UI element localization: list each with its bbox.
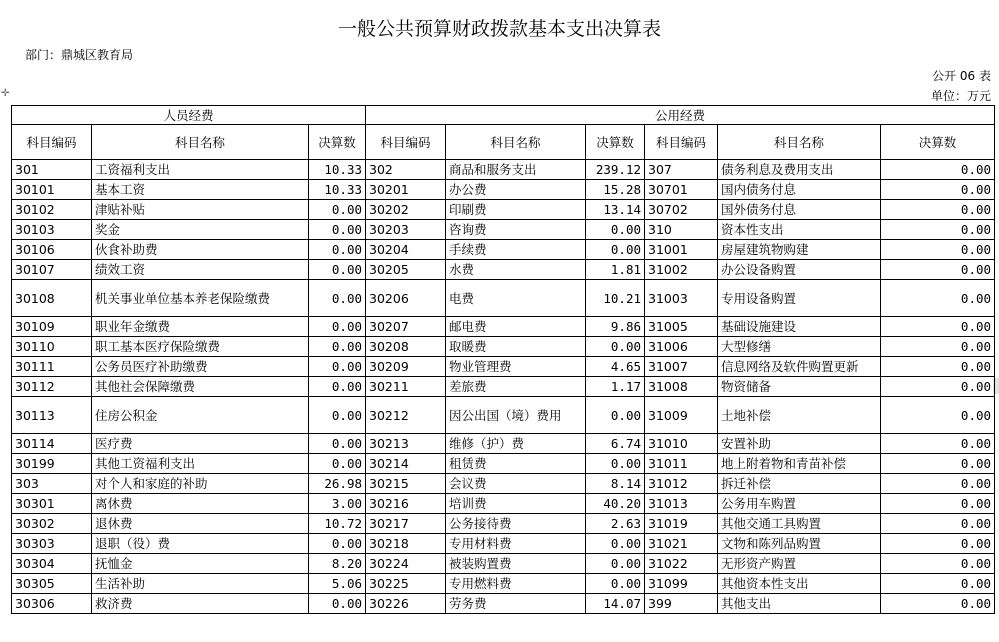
- amount-cell: 4.65: [586, 357, 645, 377]
- name-cell: 国内债务付息: [718, 180, 881, 200]
- name-cell: 咨询费: [446, 220, 586, 240]
- table-row: [12, 594, 995, 614]
- code-cell: 30226: [366, 594, 446, 614]
- amount-cell: 2.63: [586, 514, 645, 534]
- table-row: [12, 337, 995, 357]
- code-cell: 30202: [366, 200, 446, 220]
- name-cell: 离休费: [92, 494, 309, 514]
- code-cell: 303: [12, 474, 92, 494]
- amount-cell: 14.07: [586, 594, 645, 614]
- code-cell: 31010: [645, 434, 718, 454]
- name-cell: 拆迁补偿: [718, 474, 881, 494]
- amount-cell: 0.00: [309, 534, 366, 554]
- code-cell: 31012: [645, 474, 718, 494]
- name-cell: 住房公积金: [92, 397, 309, 434]
- amount-cell: 0.00: [309, 434, 366, 454]
- amount-cell: 3.00: [309, 494, 366, 514]
- name-cell: 大型修缮: [718, 337, 881, 357]
- name-cell: 劳务费: [446, 594, 586, 614]
- code-cell: 301: [12, 160, 92, 180]
- amount-cell: 0.00: [881, 377, 995, 397]
- department-label: 部门：鼎城区教育局: [25, 48, 134, 62]
- name-cell: 绩效工资: [92, 260, 309, 280]
- name-cell: 信息网络及软件购置更新: [718, 357, 881, 377]
- amount-cell: 13.14: [586, 200, 645, 220]
- code-cell: 30212: [366, 397, 446, 434]
- name-cell: 手续费: [446, 240, 586, 260]
- name-cell: 物业管理费: [446, 357, 586, 377]
- code-cell: 31002: [645, 260, 718, 280]
- code-cell: 30203: [366, 220, 446, 240]
- code-cell: 31022: [645, 554, 718, 574]
- code-cell: 30109: [12, 317, 92, 337]
- code-cell: 30211: [366, 377, 446, 397]
- code-cell: 30101: [12, 180, 92, 200]
- amount-cell: 5.06: [309, 574, 366, 594]
- amount-cell: 0.00: [309, 260, 366, 280]
- code-cell: 31005: [645, 317, 718, 337]
- code-cell: 31013: [645, 494, 718, 514]
- code-cell: 31003: [645, 280, 718, 317]
- code-cell: 30204: [366, 240, 446, 260]
- amount-cell: 40.20: [586, 494, 645, 514]
- code-cell: 30112: [12, 377, 92, 397]
- code-cell: 310: [645, 220, 718, 240]
- code-cell: 30103: [12, 220, 92, 240]
- code-cell: 31021: [645, 534, 718, 554]
- code-cell: 30207: [366, 317, 446, 337]
- table-row: [12, 200, 995, 220]
- name-cell: 租赁费: [446, 454, 586, 474]
- name-cell: 专用材料费: [446, 534, 586, 554]
- amount-cell: 8.20: [309, 554, 366, 574]
- form-number: 公开 06 表: [932, 69, 991, 83]
- code-cell: 30214: [366, 454, 446, 474]
- code-cell: 30201: [366, 180, 446, 200]
- table-row: [12, 554, 995, 574]
- name-cell: 地上附着物和青苗补偿: [718, 454, 881, 474]
- code-cell: 30213: [366, 434, 446, 454]
- code-cell: 30216: [366, 494, 446, 514]
- amount-cell: 0.00: [881, 474, 995, 494]
- group-personnel: 人员经费: [12, 106, 366, 125]
- amount-cell: 26.98: [309, 474, 366, 494]
- name-cell: 会议费: [446, 474, 586, 494]
- name-cell: 安置补助: [718, 434, 881, 454]
- amount-cell: 0.00: [309, 280, 366, 317]
- name-cell: 其他资本性支出: [718, 574, 881, 594]
- amount-cell: 0.00: [309, 317, 366, 337]
- amount-cell: 9.86: [586, 317, 645, 337]
- code-cell: 30110: [12, 337, 92, 357]
- name-cell: 电费: [446, 280, 586, 317]
- code-cell: 31099: [645, 574, 718, 594]
- code-cell: 30306: [12, 594, 92, 614]
- code-cell: 302: [366, 160, 446, 180]
- col-amount-3: 决算数: [881, 125, 995, 160]
- code-cell: 30225: [366, 574, 446, 594]
- amount-cell: 10.21: [586, 280, 645, 317]
- code-cell: 30303: [12, 534, 92, 554]
- name-cell: 印刷费: [446, 200, 586, 220]
- group-public: 公用经费: [366, 106, 995, 125]
- name-cell: 其他社会保障缴费: [92, 377, 309, 397]
- code-cell: 31007: [645, 357, 718, 377]
- name-cell: 文物和陈列品购置: [718, 534, 881, 554]
- name-cell: 工资福利支出: [92, 160, 309, 180]
- amount-cell: 0.00: [881, 554, 995, 574]
- table-row: [12, 534, 995, 554]
- name-cell: 退休费: [92, 514, 309, 534]
- amount-cell: 10.72: [309, 514, 366, 534]
- amount-cell: 0.00: [586, 240, 645, 260]
- amount-cell: 0.00: [309, 240, 366, 260]
- name-cell: 机关事业单位基本养老保险缴费: [92, 280, 309, 317]
- name-cell: 维修（护）费: [446, 434, 586, 454]
- table-row: [12, 220, 995, 240]
- amount-cell: 0.00: [586, 574, 645, 594]
- table-row: [12, 574, 995, 594]
- name-cell: 房屋建筑物购建: [718, 240, 881, 260]
- table-row: [12, 494, 995, 514]
- name-cell: 其他支出: [718, 594, 881, 614]
- name-cell: 公务接待费: [446, 514, 586, 534]
- code-cell: 30218: [366, 534, 446, 554]
- col-name-3: 科目名称: [718, 125, 881, 160]
- name-cell: 债务利息及费用支出: [718, 160, 881, 180]
- col-code-1: 科目编码: [12, 125, 92, 160]
- amount-cell: 0.00: [881, 534, 995, 554]
- amount-cell: 0.00: [881, 200, 995, 220]
- name-cell: 资本性支出: [718, 220, 881, 240]
- amount-cell: 0.00: [309, 377, 366, 397]
- name-cell: 办公设备购置: [718, 260, 881, 280]
- code-cell: 31009: [645, 397, 718, 434]
- code-cell: 30301: [12, 494, 92, 514]
- amount-cell: 0.00: [586, 220, 645, 240]
- amount-cell: 0.00: [309, 454, 366, 474]
- name-cell: 商品和服务支出: [446, 160, 586, 180]
- name-cell: 被装购置费: [446, 554, 586, 574]
- code-cell: 30107: [12, 260, 92, 280]
- amount-cell: 0.00: [881, 337, 995, 357]
- code-cell: 30113: [12, 397, 92, 434]
- table-body: [12, 160, 995, 614]
- code-cell: 30224: [366, 554, 446, 574]
- code-cell: 30701: [645, 180, 718, 200]
- col-code-3: 科目编码: [645, 125, 718, 160]
- table-row: [12, 160, 995, 180]
- amount-cell: 0.00: [586, 337, 645, 357]
- code-cell: 30114: [12, 434, 92, 454]
- amount-cell: 8.14: [586, 474, 645, 494]
- table-row: [12, 377, 995, 397]
- amount-cell: 0.00: [309, 397, 366, 434]
- amount-cell: 6.74: [586, 434, 645, 454]
- name-cell: 伙食补助费: [92, 240, 309, 260]
- name-cell: 差旅费: [446, 377, 586, 397]
- amount-cell: 0.00: [881, 574, 995, 594]
- amount-cell: 1.81: [586, 260, 645, 280]
- col-name-2: 科目名称: [446, 125, 586, 160]
- table-row: [12, 357, 995, 377]
- amount-cell: 0.00: [586, 454, 645, 474]
- code-cell: 30209: [366, 357, 446, 377]
- expenditure-table: [11, 105, 995, 614]
- code-cell: 31011: [645, 454, 718, 474]
- name-cell: 公务员医疗补助缴费: [92, 357, 309, 377]
- unit-label: 单位：万元: [930, 89, 991, 103]
- name-cell: 国外债务付息: [718, 200, 881, 220]
- code-cell: 31001: [645, 240, 718, 260]
- name-cell: 培训费: [446, 494, 586, 514]
- table-row: [12, 474, 995, 494]
- amount-cell: 0.00: [881, 280, 995, 317]
- amount-cell: 0.00: [881, 494, 995, 514]
- code-cell: 30205: [366, 260, 446, 280]
- name-cell: 救济费: [92, 594, 309, 614]
- name-cell: 其他工资福利支出: [92, 454, 309, 474]
- amount-cell: 0.00: [586, 554, 645, 574]
- name-cell: 办公费: [446, 180, 586, 200]
- name-cell: 公务用车购置: [718, 494, 881, 514]
- col-name-1: 科目名称: [92, 125, 309, 160]
- name-cell: 奖金: [92, 220, 309, 240]
- code-cell: 30206: [366, 280, 446, 317]
- name-cell: 其他交通工具购置: [718, 514, 881, 534]
- table-row: [12, 260, 995, 280]
- amount-cell: 0.00: [881, 397, 995, 434]
- amount-cell: 0.00: [881, 220, 995, 240]
- code-cell: 31008: [645, 377, 718, 397]
- amount-cell: 0.00: [309, 200, 366, 220]
- code-cell: 30108: [12, 280, 92, 317]
- amount-cell: 0.00: [881, 260, 995, 280]
- code-cell: 31019: [645, 514, 718, 534]
- amount-cell: 0.00: [881, 594, 995, 614]
- col-code-2: 科目编码: [366, 125, 446, 160]
- amount-cell: 0.00: [881, 240, 995, 260]
- amount-cell: 0.00: [881, 357, 995, 377]
- col-amount-1: 决算数: [309, 125, 366, 160]
- name-cell: 土地补偿: [718, 397, 881, 434]
- amount-cell: 0.00: [881, 514, 995, 534]
- code-cell: 30106: [12, 240, 92, 260]
- code-cell: 30215: [366, 474, 446, 494]
- name-cell: 医疗费: [92, 434, 309, 454]
- name-cell: 抚恤金: [92, 554, 309, 574]
- name-cell: 基础设施建设: [718, 317, 881, 337]
- table-row: [12, 434, 995, 454]
- code-cell: 30302: [12, 514, 92, 534]
- amount-cell: 0.00: [881, 454, 995, 474]
- col-amount-2: 决算数: [586, 125, 645, 160]
- name-cell: 基本工资: [92, 180, 309, 200]
- name-cell: 取暖费: [446, 337, 586, 357]
- name-cell: 对个人和家庭的补助: [92, 474, 309, 494]
- amount-cell: 1.17: [586, 377, 645, 397]
- code-cell: 30702: [645, 200, 718, 220]
- name-cell: 物资储备: [718, 377, 881, 397]
- name-cell: 专用设备购置: [718, 280, 881, 317]
- amount-cell: 0.00: [586, 397, 645, 434]
- amount-cell: 0.00: [881, 317, 995, 337]
- name-cell: 无形资产购置: [718, 554, 881, 574]
- code-cell: 30199: [12, 454, 92, 474]
- table-row: [12, 317, 995, 337]
- code-cell: 399: [645, 594, 718, 614]
- name-cell: 邮电费: [446, 317, 586, 337]
- table-row: [12, 180, 995, 200]
- page-title: 一般公共预算财政拨款基本支出决算表: [337, 18, 661, 40]
- amount-cell: 0.00: [309, 357, 366, 377]
- amount-cell: 0.00: [881, 160, 995, 180]
- table-row: [12, 397, 995, 434]
- amount-cell: 0.00: [586, 534, 645, 554]
- amount-cell: 0.00: [881, 180, 995, 200]
- name-cell: 生活补助: [92, 574, 309, 594]
- amount-cell: 15.28: [586, 180, 645, 200]
- name-cell: 津贴补贴: [92, 200, 309, 220]
- name-cell: 水费: [446, 260, 586, 280]
- code-cell: 31006: [645, 337, 718, 357]
- name-cell: 退职（役）费: [92, 534, 309, 554]
- table-row: [12, 280, 995, 317]
- name-cell: 职业年金缴费: [92, 317, 309, 337]
- code-cell: 30111: [12, 357, 92, 377]
- code-cell: 30208: [366, 337, 446, 357]
- amount-cell: 0.00: [309, 594, 366, 614]
- name-cell: 因公出国（境）费用: [446, 397, 586, 434]
- code-cell: 30305: [12, 574, 92, 594]
- table-row: [12, 454, 995, 474]
- amount-cell: 10.33: [309, 180, 366, 200]
- code-cell: 30217: [366, 514, 446, 534]
- code-cell: 30304: [12, 554, 92, 574]
- amount-cell: 239.12: [586, 160, 645, 180]
- code-cell: 307: [645, 160, 718, 180]
- table-row: [12, 240, 995, 260]
- table-row: [12, 514, 995, 534]
- code-cell: 30102: [12, 200, 92, 220]
- amount-cell: 0.00: [309, 220, 366, 240]
- cross-marker-icon: ✛: [1, 88, 10, 99]
- name-cell: 职工基本医疗保险缴费: [92, 337, 309, 357]
- amount-cell: 10.33: [309, 160, 366, 180]
- name-cell: 专用燃料费: [446, 574, 586, 594]
- amount-cell: 0.00: [309, 337, 366, 357]
- amount-cell: 0.00: [881, 434, 995, 454]
